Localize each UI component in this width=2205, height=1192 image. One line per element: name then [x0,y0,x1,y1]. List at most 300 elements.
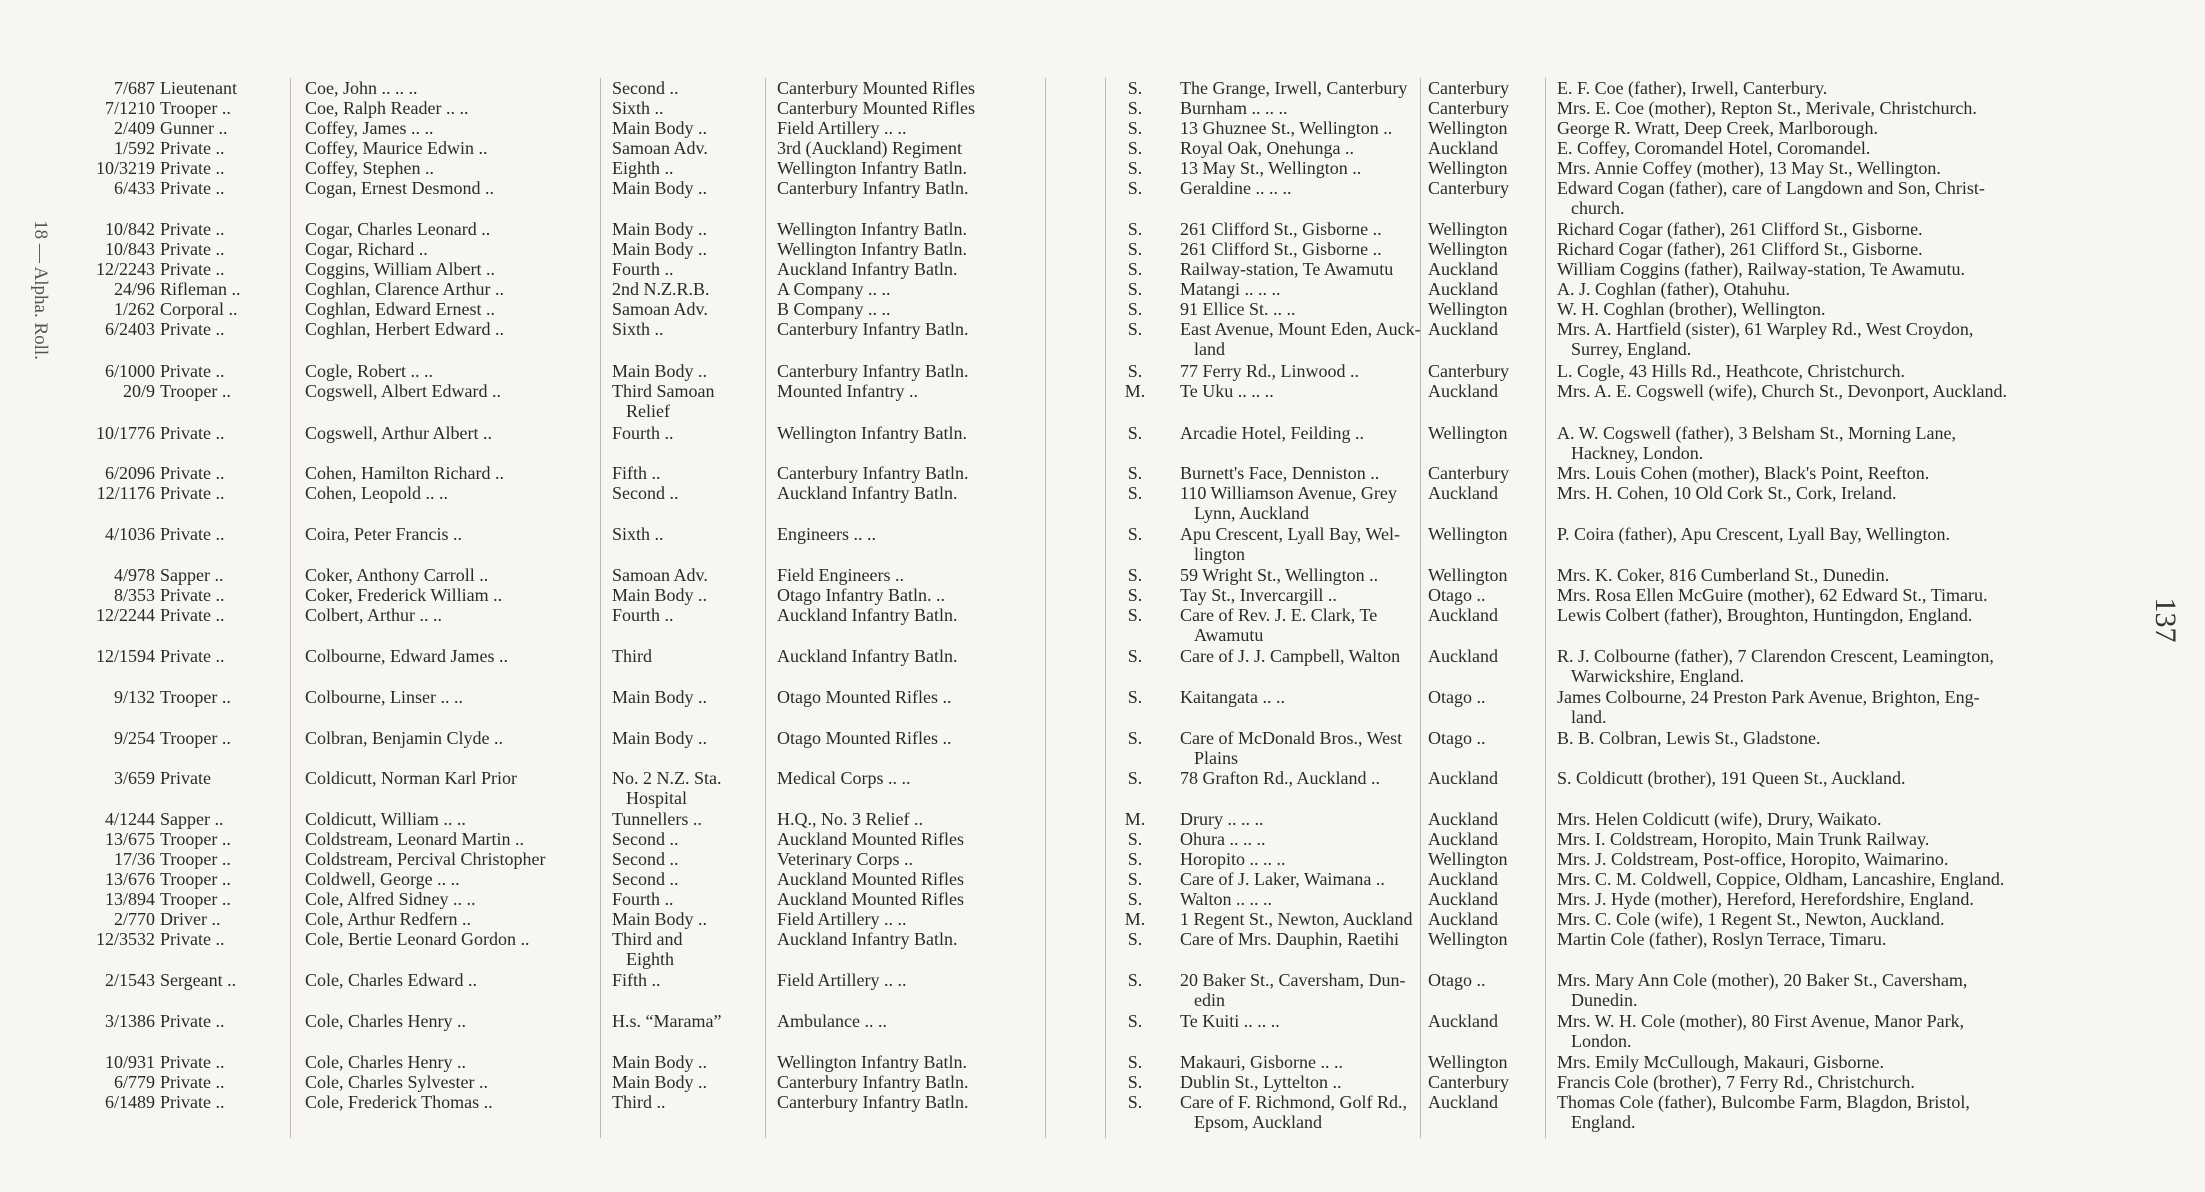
cell-kin [1557,138,2120,158]
dist-text: Wellington [1428,158,1508,178]
num-text: 10/842 [104,219,155,239]
ms-text: S. [1127,929,1143,949]
section-side-label [28,170,52,410]
ms-text: S. [1127,219,1143,239]
rank-text: Rifleman .. [160,279,241,299]
cell-unit [777,483,1102,503]
cell-rank [160,381,320,401]
cell-name [305,78,650,98]
draft-text: Fifth .. [612,970,661,990]
draft-text: Third Samoan [612,381,715,401]
draft-text: Fourth .. [612,889,674,909]
unit-text: A Company .. .. [777,279,891,299]
kin-text: Thomas Cole (father), Bulcombe Farm, Blagdon, Bristol, [1557,1092,1970,1112]
cell-kin [1557,929,2120,949]
draft-text: Sixth .. [612,524,664,544]
num-text: 9/132 [113,687,155,707]
cell-ms [1120,259,1150,279]
dist-text: Otago .. [1428,970,1486,990]
num-text: 6/1000 [104,361,155,381]
kin-text: Mrs. C. Cole (wife), 1 Regent St., Newton, Auckland. [1557,909,1945,929]
name-text: Cole, Charles Sylvester .. [305,1072,488,1092]
num-text: 13/676 [104,869,155,889]
cell-ms [1120,909,1150,929]
cell-ms [1120,361,1150,381]
dist-text: Auckland [1428,605,1498,625]
name-text: Coghlan, Edward Ernest .. [305,299,495,319]
draft-continuation-text: Relief [626,401,670,421]
rank-text: Private .. [160,524,225,544]
draft-text: Tunnellers .. [612,809,702,829]
unit-text: Auckland Mounted Rifles [777,829,964,849]
num-text: 7/687 [113,78,155,98]
cell-name [305,929,650,949]
kin-text: Mrs. Louis Cohen (mother), Black's Point, Reefton. [1557,463,1930,483]
unit-text: Canterbury Mounted Rifles [777,98,975,118]
kin-text: Richard Cogar (father), 261 Clifford St., Gisborne. [1557,239,1923,259]
cell-num [60,829,155,849]
cell-num [60,768,155,788]
cell-ms [1120,463,1150,483]
cell-name [305,809,650,829]
cell-name [305,646,650,666]
num-text: 3/1386 [104,1011,155,1031]
num-text: 6/2403 [104,319,155,339]
name-text: Colbert, Arthur .. .. [305,605,442,625]
num-text: 12/1594 [95,646,155,666]
draft-text: Main Body .. [612,361,708,381]
page-number-text: 137 [2149,597,2182,643]
name-text: Cole, Charles Henry .. [305,1011,466,1031]
cell-unit [777,585,1102,605]
num-text: 7/1210 [104,98,155,118]
num-text: 12/2243 [95,259,155,279]
cell-name [305,178,650,198]
num-text: 17/36 [113,849,155,869]
cell-name [305,463,650,483]
unit-text: Medical Corps .. .. [777,768,911,788]
rank-text: Private .. [160,1092,225,1112]
cell-unit [777,1072,1102,1092]
cell-unit [777,524,1102,544]
cell-kin [1557,1092,2120,1132]
ms-text: S. [1127,768,1143,788]
addr-text: Care of J. J. Campbell, Walton [1180,646,1401,666]
rank-text: Driver .. [160,909,221,929]
draft-continuation-text: Eighth [626,949,674,969]
unit-text: Wellington Infantry Batln. [777,239,968,259]
cell-num [60,585,155,605]
num-text: 10/3219 [95,158,155,178]
cell-rank [160,929,320,949]
name-text: Cole, Bertie Leonard Gordon .. [305,929,530,949]
cell-ms [1120,219,1150,239]
cell-num [60,1011,155,1031]
dist-text: Auckland [1428,889,1498,909]
cell-ms [1120,768,1150,788]
addr-text: Care of F. Richmond, Golf Rd., [1180,1092,1408,1112]
kin-continuation-text: Surrey, England. [1571,339,1692,359]
ms-text: S. [1127,1011,1143,1031]
addr-text: Walton .. .. .. [1180,889,1273,909]
cell-unit [777,1011,1102,1031]
name-text: Cogar, Charles Leonard .. [305,219,491,239]
dist-text: Auckland [1428,829,1498,849]
dist-text: Otago .. [1428,687,1486,707]
cell-unit [777,605,1102,625]
cell-unit [777,299,1102,319]
kin-text: Martin Cole (father), Roslyn Terrace, Timaru. [1557,929,1887,949]
unit-text: Canterbury Infantry Batln. [777,319,969,339]
draft-text: Samoan Adv. [612,138,708,158]
rank-text: Lieutenant [160,78,237,98]
cell-unit [777,929,1102,949]
cell-ms [1120,970,1150,990]
addr-continuation-text: lington [1194,544,1246,564]
cell-unit [777,158,1102,178]
ms-text: S. [1127,299,1143,319]
cell-rank [160,687,320,707]
num-text: 3/659 [113,768,155,788]
cell-kin [1557,299,2120,319]
dist-text: Auckland [1428,1092,1498,1112]
name-text: Coker, Anthony Carroll .. [305,565,489,585]
cell-kin [1557,687,2120,727]
cell-unit [777,909,1102,929]
num-text: 2/409 [113,118,155,138]
cell-rank [160,869,320,889]
cell-ms [1120,239,1150,259]
cell-kin [1557,1072,2120,1092]
rank-text: Private .. [160,158,225,178]
cell-ms [1120,605,1150,625]
cell-ms [1120,809,1150,829]
cell-name [305,319,650,339]
addr-continuation-text: Plains [1194,748,1239,768]
rank-text: Private .. [160,259,225,279]
cell-num [60,279,155,299]
cell-rank [160,768,320,788]
num-text: 10/931 [104,1052,155,1072]
cell-num [60,178,155,198]
cell-rank [160,829,320,849]
kin-text: R. J. Colbourne (father), 7 Clarendon Crescent, Leamington, [1557,646,1994,666]
ms-text: S. [1127,98,1143,118]
cell-name [305,259,650,279]
cell-ms [1120,483,1150,503]
name-text: Coker, Frederick William .. [305,585,503,605]
rank-text: Sapper .. [160,565,224,585]
addr-text: The Grange, Irwell, Canterbury [1180,78,1408,98]
cell-rank [160,319,320,339]
addr-text: 59 Wright St., Wellington .. [1180,565,1379,585]
kin-text: S. Coldicutt (brother), 191 Queen St., Auckland. [1557,768,1906,788]
cell-rank [160,158,320,178]
cell-num [60,158,155,178]
addr-text: Tay St., Invercargill .. [1180,585,1337,605]
num-text: 4/1036 [104,524,155,544]
draft-text: Fourth .. [612,423,674,443]
cell-ms [1120,829,1150,849]
dist-text: Wellington [1428,299,1508,319]
kin-text: A. J. Coghlan (father), Otahuhu. [1557,279,1790,299]
addr-text: Care of Mrs. Dauphin, Raetihi [1180,929,1399,949]
draft-text: Main Body .. [612,728,708,748]
unit-text: Auckland Infantry Batln. [777,929,958,949]
cell-ms [1120,423,1150,443]
draft-text: Second .. [612,78,679,98]
cell-unit [777,1052,1102,1072]
unit-text: Mounted Infantry .. [777,381,918,401]
kin-text: E. F. Coe (father), Irwell, Canterbury. [1557,78,1828,98]
ms-text: S. [1127,1052,1143,1072]
cell-name [305,1052,650,1072]
dist-text: Wellington [1428,524,1508,544]
dist-text: Wellington [1428,239,1508,259]
kin-text: P. Coira (father), Apu Crescent, Lyall Bay, Wellington. [1557,524,1950,544]
addr-text: Care of McDonald Bros., West [1180,728,1403,748]
rank-text: Private .. [160,463,225,483]
ms-text: S. [1127,118,1143,138]
cell-num [60,1092,155,1112]
ms-text: S. [1127,849,1143,869]
cell-unit [777,463,1102,483]
cell-ms [1120,585,1150,605]
dist-text: Canterbury [1428,361,1509,381]
cell-ms [1120,158,1150,178]
cell-unit [777,423,1102,443]
unit-text: Ambulance .. .. [777,1011,887,1031]
draft-text: Main Body .. [612,1052,708,1072]
cell-kin [1557,849,2120,869]
cell-name [305,279,650,299]
rank-text: Trooper .. [160,98,231,118]
name-text: Cogan, Ernest Desmond .. [305,178,494,198]
name-text: Cole, Alfred Sidney .. .. [305,889,476,909]
cell-rank [160,259,320,279]
cell-unit [777,869,1102,889]
name-text: Coldicutt, William .. .. [305,809,466,829]
num-text: 6/779 [113,1072,155,1092]
ms-text: S. [1127,869,1143,889]
unit-text: Canterbury Infantry Batln. [777,463,969,483]
num-text: 13/894 [104,889,155,909]
cell-num [60,138,155,158]
cell-unit [777,381,1102,401]
unit-text: Auckland Infantry Batln. [777,605,958,625]
unit-text: Wellington Infantry Batln. [777,1052,968,1072]
cell-rank [160,605,320,625]
unit-text: Otago Mounted Rifles .. [777,687,952,707]
rank-text: Private .. [160,646,225,666]
name-text: Coghlan, Clarence Arthur .. [305,279,504,299]
addr-text: Te Uku .. .. .. [1180,381,1274,401]
dist-text: Wellington [1428,1052,1508,1072]
unit-text: Field Artillery .. .. [777,970,907,990]
cell-name [305,381,650,401]
draft-text: Third .. [612,1092,666,1112]
addr-text: Burnett's Face, Denniston .. [1180,463,1380,483]
kin-text: Richard Cogar (father), 261 Clifford St., Gisborne. [1557,219,1923,239]
cell-kin [1557,1052,2120,1072]
cell-num [60,219,155,239]
dist-text: Wellington [1428,565,1508,585]
cell-unit [777,319,1102,339]
cell-kin [1557,239,2120,259]
cell-num [60,889,155,909]
addr-continuation-text: land [1194,339,1225,359]
num-text: 20/9 [122,381,155,401]
cell-kin [1557,118,2120,138]
addr-text: Railway-station, Te Awamutu [1180,259,1394,279]
kin-text: L. Cogle, 43 Hills Rd., Heathcote, Christchurch. [1557,361,1905,381]
addr-text: 13 Ghuznee St., Wellington .. [1180,118,1393,138]
cell-name [305,1072,650,1092]
cell-num [60,970,155,990]
kin-text: B. B. Colbran, Lewis St., Gladstone. [1557,728,1821,748]
cell-kin [1557,970,2120,1010]
cell-name [305,585,650,605]
kin-text: Mrs. A. E. Cogswell (wife), Church St., Devonport, Auckland. [1557,381,2007,401]
rank-text: Trooper .. [160,381,231,401]
cell-ms [1120,1052,1150,1072]
unit-text: Auckland Mounted Rifles [777,889,964,909]
name-text: Cogle, Robert .. .. [305,361,433,381]
addr-text: Drury .. .. .. [1180,809,1264,829]
cell-unit [777,98,1102,118]
addr-continuation-text: Lynn, Auckland [1194,503,1309,523]
cell-num [60,259,155,279]
cell-ms [1120,279,1150,299]
cell-ms [1120,524,1150,544]
cell-unit [777,361,1102,381]
unit-text: Field Artillery .. .. [777,909,907,929]
unit-text: H.Q., No. 3 Relief .. [777,809,923,829]
ms-text: S. [1127,687,1143,707]
draft-text: Fifth .. [612,463,661,483]
cell-rank [160,909,320,929]
cell-num [60,524,155,544]
draft-text: Main Body .. [612,178,708,198]
rank-text: Private .. [160,1011,225,1031]
ms-text: S. [1127,259,1143,279]
cell-num [60,239,155,259]
num-text: 6/1489 [104,1092,155,1112]
ms-text: S. [1127,970,1143,990]
draft-text: Sixth .. [612,319,664,339]
cell-kin [1557,909,2120,929]
rank-text: Trooper .. [160,869,231,889]
cell-num [60,687,155,707]
rank-text: Sapper .. [160,809,224,829]
kin-text: Mrs. Annie Coffey (mother), 13 May St., Wellington. [1557,158,1941,178]
num-text: 1/592 [113,138,155,158]
dist-text: Canterbury [1428,463,1509,483]
cell-rank [160,849,320,869]
addr-text: 1 Regent St., Newton, Auckland [1180,909,1413,929]
addr-text: Makauri, Gisborne .. .. [1180,1052,1343,1072]
cell-rank [160,565,320,585]
kin-text: E. Coffey, Coromandel Hotel, Coromandel. [1557,138,1871,158]
kin-text: Mrs. K. Coker, 816 Cumberland St., Dunedin. [1557,565,1890,585]
cell-num [60,646,155,666]
cell-kin [1557,381,2120,401]
addr-text: 91 Ellice St. .. .. [1180,299,1296,319]
rank-text: Corporal .. [160,299,238,319]
cell-kin [1557,809,2120,829]
cell-unit [777,239,1102,259]
dist-text: Auckland [1428,138,1498,158]
rank-text: Private .. [160,219,225,239]
num-text: 12/2244 [95,605,155,625]
cell-rank [160,889,320,909]
kin-text: Mrs. E. Coe (mother), Repton St., Merivale, Christchurch. [1557,98,1977,118]
addr-text: 78 Grafton Rd., Auckland .. [1180,768,1380,788]
draft-text: Main Body .. [612,118,708,138]
cell-rank [160,118,320,138]
ms-text: S. [1127,524,1143,544]
cell-name [305,158,650,178]
cell-name [305,849,650,869]
draft-text: Second .. [612,849,679,869]
kin-continuation-text: Dunedin. [1571,990,1638,1010]
cell-num [60,483,155,503]
rank-text: Trooper .. [160,849,231,869]
dist-text: Wellington [1428,849,1508,869]
cell-rank [160,585,320,605]
kin-text: A. W. Cogswell (father), 3 Belsham St., Morning Lane, [1557,423,1956,443]
cell-ms [1120,299,1150,319]
cell-name [305,118,650,138]
draft-text: Main Body .. [612,219,708,239]
num-text: 10/843 [104,239,155,259]
dist-text: Canterbury [1428,98,1509,118]
cell-rank [160,1011,320,1031]
name-text: Cole, Charles Henry .. [305,1052,466,1072]
cell-num [60,565,155,585]
cell-rank [160,98,320,118]
unit-text: Auckland Infantry Batln. [777,259,958,279]
cell-kin [1557,869,2120,889]
kin-text: William Coggins (father), Railway-station, Te Awamutu. [1557,259,1965,279]
draft-text: 2nd N.Z.R.B. [612,279,710,299]
addr-text: 20 Baker St., Caversham, Dun- [1180,970,1406,990]
cell-ms [1120,646,1150,666]
addr-text: 77 Ferry Rd., Linwood .. [1180,361,1359,381]
cell-rank [160,279,320,299]
addr-text: Arcadie Hotel, Feilding .. [1180,423,1364,443]
num-text: 8/353 [113,585,155,605]
addr-text: Ohura .. .. .. [1180,829,1266,849]
num-text: 13/675 [104,829,155,849]
kin-text: Mrs. I. Coldstream, Horopito, Main Trunk Railway. [1557,829,1930,849]
kin-text: Mrs. H. Cohen, 10 Old Cork St., Cork, Ireland. [1557,483,1897,503]
cell-num [60,1072,155,1092]
cell-kin [1557,361,2120,381]
ms-text: S. [1127,1092,1143,1112]
cell-name [305,687,650,707]
cell-num [60,849,155,869]
cell-name [305,605,650,625]
name-text: Coldstream, Leonard Martin .. [305,829,524,849]
kin-continuation-text: church. [1571,198,1625,218]
cell-rank [160,78,320,98]
rank-text: Private .. [160,929,225,949]
draft-text: Third and [612,929,683,949]
cell-num [60,1052,155,1072]
ms-text: S. [1127,158,1143,178]
cell-kin [1557,78,2120,98]
